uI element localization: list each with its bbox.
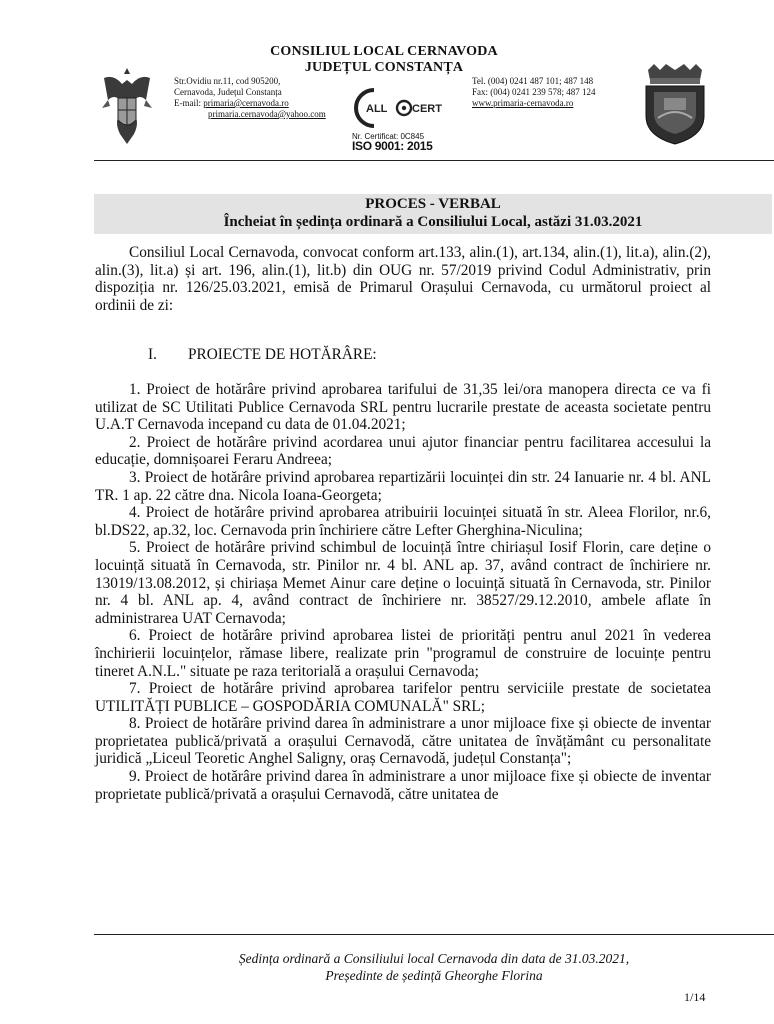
- telephone: Tel. (004) 0241 487 101; 487 148: [472, 76, 594, 86]
- agenda-item: 7. Proiect de hotărâre privind aprobarea tarifelor pentru serviciile prestate de societatea UTILITĂȚI PUBLICE – GOSPODĂRIA COMUNALĂ" SRL;: [95, 680, 711, 715]
- agenda-item: 2. Proiect de hotărâre privind acordarea unui ajutor financiar pentru facilitarea accesului la educație, domnișoarei Feraru Andreea;: [95, 433, 711, 469]
- certificate-number: Nr. Certificat: 0C845: [352, 132, 425, 141]
- council-name: CONSILIUL LOCAL CERNAVODA: [270, 44, 498, 59]
- document-subtitle: Încheiat în ședința ordinară a Consiliului Local, astăzi 31.03.2021: [223, 214, 643, 230]
- footer-line-2: Președinte de ședință Gheorghe Florina: [325, 968, 543, 983]
- fax: Fax: (004) 0241 239 578; 487 124: [472, 87, 596, 97]
- website-link[interactable]: www.primaria-cernavoda.ro: [472, 98, 574, 108]
- contact-address: [174, 76, 326, 120]
- footer-line-1: Ședința ordinară a Consiliului local Cernavoda din data de 31.03.2021,: [238, 951, 630, 966]
- email-link-primary[interactable]: primaria@cernavoda.ro: [203, 98, 289, 108]
- allcert-logo-icon: [352, 86, 442, 130]
- romania-coat-of-arms-icon: [100, 64, 154, 148]
- agenda-item: 4. Proiect de hotărâre privind aprobarea atribuirii locuinței situată în str. Aleea Florilor, nr.6, bl.DS22, ap.32, loc. Cernavoda prin închiriere către Lefter Gherghina-Niculina;: [95, 504, 711, 539]
- section-heading: [148, 346, 377, 364]
- cert-brand-right: CERT: [412, 103, 442, 115]
- contact-phone: [472, 76, 596, 109]
- agenda-item: 6. Proiect de hotărâre privind aprobarea listei de priorități pentru anul 2021 în vederea închirierii locuințelor, rămase libere, realizate prin "programul de construire de locuințe pentru tineret A.N.L." situate pe raza teritorială a orașului Cernavoda;: [95, 627, 711, 680]
- footer-divider: [94, 934, 774, 935]
- agenda-item: 1. Proiect de hotărâre privind aprobarea tarifului de 31,35 lei/ora manopera directa ce va fi utilizat de SC Utilitati Publice Cernavoda SRL pentru lucrarile prestate de aceasta societate pentru U.A.T Cernavoda incepand cu data de 01.04.2021;: [95, 381, 711, 434]
- document-body: [95, 244, 711, 330]
- document-title: PROCES - VERBAL: [365, 196, 501, 212]
- address-line-2: Cernavoda, Județul Constanța: [174, 87, 282, 97]
- agenda-item: 8. Proiect de hotărâre privind darea în administrare a unor mijloace fixe și obiecte de inventar proprietatea publică/privată a orașului Cernavodă, către unitatea de învățământ cu personalitate juridică „Liceul Teoretic Anghel Saligny, oraș Cernavodă, județul Constanța";: [95, 715, 711, 768]
- intro-paragraph: Consiliul Local Cernavoda, convocat conform art.133, alin.(1), art.134, alin.(1), lit.a), alin.(2), alin.(3), lit.a) și art. 196, alin.(1), lit.b) din OUG nr. 57/2019 privind Codul Administrativ, prin dispoziția nr. 126/25.03.2021, emisă de Primarul Orașului Cernavoda, cu următorul proiect al ordinii de zi:: [95, 244, 711, 314]
- agenda-item: 9. Proiect de hotărâre privind darea în administrare a unor mijloace fixe și obiecte de inventar proprietate publică/privată a orașului Cernavodă, către unitatea de: [95, 768, 711, 803]
- email-line: [174, 98, 326, 109]
- cert-brand-left: ALL: [366, 103, 388, 115]
- email-label: E-mail:: [174, 98, 204, 108]
- footer: [94, 950, 774, 984]
- header-divider: [94, 160, 774, 161]
- agenda-item: 3. Proiect de hotărâre privind aprobarea repartizării locuinței din str. 24 Ianuarie nr. 4 bl. ANL TR. 1 ap. 22 către dna. Nicola Ioana-Georgeta;: [95, 468, 711, 504]
- section-number: I.: [148, 346, 157, 363]
- agenda-items: [95, 381, 711, 803]
- page-number: 1/14: [684, 990, 706, 1004]
- iso-standard: ISO 9001: 2015: [352, 139, 433, 153]
- county-name: JUDEȚUL CONSTANȚA: [304, 60, 464, 75]
- email-link-secondary[interactable]: primaria.cernavoda@yahoo.com: [208, 109, 326, 119]
- agenda-item: 5. Proiect de hotărâre privind schimbul de locuință între chiriașul Iosif Florin, care deține o locuință situată în Cernavoda, str. Pinilor nr. 4 bl. ANL ap. 37, având contract de închiriere nr. 13019/13.08.2012, și chiriașa Memet Ainur care deține o locuință situată în Cernavoda, str. Pinilor nr. 4 bl. ANL ap. 4, având contract de închiriere nr. 38527/29.12.2010, ambele aflate în administrarea UAT Cernavoda;: [95, 539, 711, 627]
- section-title: PROIECTE DE HOTĂRÂRE:: [188, 346, 377, 363]
- address-line-1: Str.Ovidiu nr.11, cod 905200,: [174, 76, 281, 86]
